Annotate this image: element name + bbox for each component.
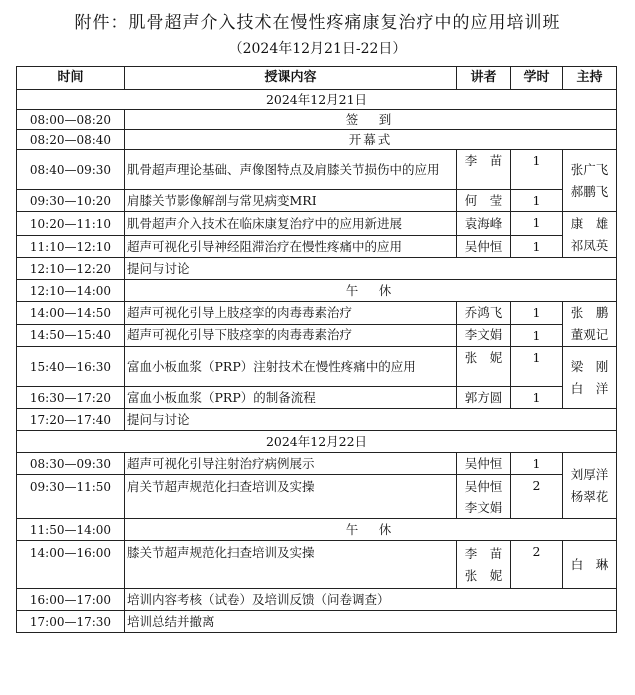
row-lecturer: 张 妮 <box>457 347 511 387</box>
host-cell <box>563 541 617 589</box>
table-row <box>17 190 617 212</box>
day2-date: 2024年12月22日 <box>17 431 617 453</box>
row-content: 午 休 <box>125 519 617 541</box>
page-subtitle: （2024年12月21日-22日） <box>228 41 407 57</box>
table-row <box>17 130 617 150</box>
host-name: 白 琳 <box>570 556 609 572</box>
row-lecturer <box>457 475 511 519</box>
row-time: 08:20—08:40 <box>17 130 125 150</box>
row-lecturer: 吴仲恒 <box>457 453 511 475</box>
host-name: 白 洋 <box>570 380 609 396</box>
day-row <box>17 431 617 453</box>
row-content: 肌骨超声介入技术在临床康复治疗中的应用新进展 <box>125 212 457 236</box>
row-lecturer: 袁海峰 <box>457 212 511 236</box>
row-lecturer: 乔鸿飞 <box>457 302 511 325</box>
header-hours: 学时 <box>511 67 563 90</box>
row-lecturer: 郭方圆 <box>457 387 511 409</box>
row-content: 富血小板血浆（PRP）注射技术在慢性疼痛中的应用 <box>125 347 457 387</box>
row-hours: 2 <box>511 541 563 589</box>
row-time: 09:30—11:50 <box>17 475 125 519</box>
row-time: 17:20—17:40 <box>17 409 125 431</box>
row-content: 肩膝关节影像解剖与常见病变MRI <box>125 190 457 212</box>
table-row <box>17 302 617 325</box>
header-time: 时间 <box>17 67 125 90</box>
table-row <box>17 541 617 589</box>
row-time: 08:00—08:20 <box>17 110 125 130</box>
row-time: 14:00—14:50 <box>17 302 125 325</box>
row-content: 富血小板血浆（PRP）的制备流程 <box>125 387 457 409</box>
row-hours: 1 <box>511 302 563 325</box>
header-content: 授课内容 <box>125 67 457 90</box>
header-host: 主持 <box>563 67 617 90</box>
row-content: 开幕式 <box>125 130 617 150</box>
row-time: 17:00—17:30 <box>17 611 125 633</box>
table-row <box>17 409 617 431</box>
table-row <box>17 589 617 611</box>
host-cell <box>563 453 617 519</box>
host-cell <box>563 302 617 347</box>
row-content: 肩关节超声规范化扫查培训及实操 <box>125 475 457 519</box>
host-name: 张 鹏 <box>570 305 609 320</box>
row-hours: 1 <box>511 212 563 236</box>
row-hours: 2 <box>511 475 563 519</box>
row-hours: 1 <box>511 190 563 212</box>
row-lecturer: 吴仲恒 <box>457 236 511 258</box>
row-hours: 1 <box>511 347 563 387</box>
row-time: 11:50—14:00 <box>17 519 125 541</box>
host-name: 董观记 <box>570 327 609 342</box>
table-row <box>17 212 617 236</box>
row-time: 15:40—16:30 <box>17 347 125 387</box>
host-name: 梁 刚 <box>570 358 609 374</box>
row-content: 超声可视化引导上肢痉挛的肉毒毒素治疗 <box>125 302 457 325</box>
host-cell <box>563 212 617 258</box>
row-content: 培训内容考核（试卷）及培训反馈（问卷调查） <box>125 589 617 611</box>
table-row <box>17 110 617 130</box>
host-name: 刘厚洋 <box>570 466 609 482</box>
row-content: 超声可视化引导注射治疗病例展示 <box>125 453 457 475</box>
row-time: 14:50—15:40 <box>17 324 125 347</box>
lecturer-name: 张 妮 <box>464 567 503 583</box>
lecturer-name: 吴仲恒 <box>464 478 503 494</box>
row-time: 16:00—17:00 <box>17 589 125 611</box>
row-time: 16:30—17:20 <box>17 387 125 409</box>
host-name: 祁凤英 <box>570 237 609 253</box>
table-row <box>17 150 617 190</box>
table-row <box>17 475 617 519</box>
row-content: 超声可视化引导神经阻滞治疗在慢性疼痛中的应用 <box>125 236 457 258</box>
row-hours: 1 <box>511 453 563 475</box>
host-name: 康 雄 <box>570 215 609 231</box>
row-content: 签 到 <box>125 110 617 130</box>
row-lecturer: 李文娟 <box>457 324 511 347</box>
header-row <box>17 67 617 90</box>
row-lecturer <box>457 541 511 589</box>
host-name: 张广飞 <box>570 161 609 177</box>
table-row <box>17 519 617 541</box>
host-cell <box>563 347 617 409</box>
table-row <box>17 324 617 347</box>
row-content: 午 休 <box>125 280 617 302</box>
table-row <box>17 347 617 387</box>
day1-date: 2024年12月21日 <box>17 90 617 110</box>
row-hours: 1 <box>511 324 563 347</box>
schedule-table <box>16 66 617 633</box>
table-row <box>17 258 617 280</box>
row-content: 膝关节超声规范化扫查培训及实操 <box>125 541 457 589</box>
row-content: 培训总结并撤离 <box>125 611 617 633</box>
row-hours: 1 <box>511 236 563 258</box>
row-lecturer: 何 莹 <box>457 190 511 212</box>
table-row <box>17 611 617 633</box>
row-content: 提问与讨论 <box>125 409 617 431</box>
page-title: 附件：肌骨超声介入技术在慢性疼痛康复治疗中的应用培训班 <box>74 13 561 33</box>
host-name: 杨翠花 <box>570 488 609 504</box>
lecturer-name: 李 苗 <box>464 545 503 561</box>
row-content: 肌骨超声理论基础、声像图特点及肩膝关节损伤中的应用 <box>125 150 457 190</box>
row-hours: 1 <box>511 387 563 409</box>
row-time: 10:20—11:10 <box>17 212 125 236</box>
host-cell <box>563 150 617 212</box>
table-row <box>17 453 617 475</box>
row-content: 超声可视化引导下肢痉挛的肉毒毒素治疗 <box>125 324 457 347</box>
header-lecturer: 讲者 <box>457 67 511 90</box>
row-hours: 1 <box>511 150 563 190</box>
table-row <box>17 236 617 258</box>
row-time: 11:10—12:10 <box>17 236 125 258</box>
table-row <box>17 280 617 302</box>
row-time: 12:10—14:00 <box>17 280 125 302</box>
lecturer-name: 李文娟 <box>464 499 503 515</box>
row-content: 提问与讨论 <box>125 258 617 280</box>
row-lecturer: 李 苗 <box>457 150 511 190</box>
row-time: 09:30—10:20 <box>17 190 125 212</box>
row-time: 12:10—12:20 <box>17 258 125 280</box>
day-row <box>17 90 617 110</box>
host-name: 郝鹏飞 <box>570 183 609 199</box>
row-time: 14:00—16:00 <box>17 541 125 589</box>
row-time: 08:30—09:30 <box>17 453 125 475</box>
table-row <box>17 387 617 409</box>
row-time: 08:40—09:30 <box>17 150 125 190</box>
